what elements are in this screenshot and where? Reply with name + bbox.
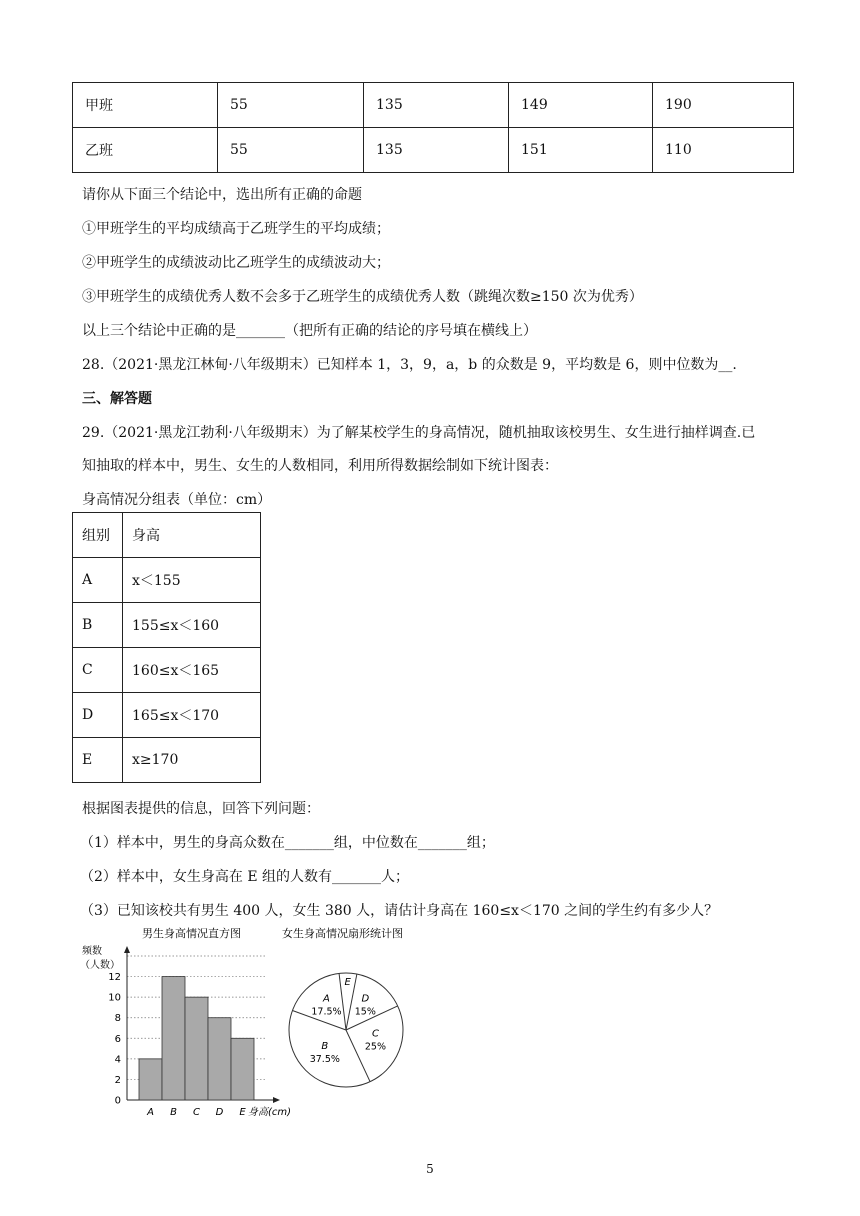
y-tick-label: 4 (114, 1054, 121, 1066)
table-cell: D (73, 693, 123, 738)
histogram-bar (231, 1038, 254, 1100)
pie-slice-label: C (371, 1028, 379, 1040)
x-axis-arrow (273, 1097, 280, 1103)
table-cell: E (73, 738, 123, 783)
histogram-bar (139, 1059, 162, 1100)
score-table (72, 82, 794, 173)
pie-slice-percent: 25% (364, 1041, 387, 1053)
sub-question-1: （1）样本中，男生的身高众数在_______组，中位数在_______组； (80, 835, 495, 851)
pie-title: 女生身高情况扇形统计图 (282, 927, 403, 940)
table-cell: x≥170 (123, 738, 261, 783)
table-row (73, 648, 261, 693)
table-cell: 55 (218, 128, 364, 173)
table-row (73, 738, 261, 783)
table-row (73, 603, 261, 648)
y-tick-label: 2 (114, 1074, 121, 1086)
table-row (73, 558, 261, 603)
table-cell: 135 (364, 83, 509, 128)
histogram-bar (162, 977, 185, 1100)
pie-slice-percent: 17.5% (311, 1006, 342, 1018)
table-header-row (73, 513, 261, 558)
page-number: 5 (426, 1162, 434, 1176)
table-cell: 110 (653, 128, 794, 173)
conclusion-3: ③甲班学生的成绩优秀人数不会多于乙班学生的成绩优秀人数（跳绳次数≥150 次为优秀） (82, 289, 643, 305)
histogram-xlabel: 身高(cm) (248, 1107, 292, 1118)
table-cell: x＜155 (123, 558, 261, 603)
table-row (73, 83, 794, 128)
histogram-ylabel-unit: （人数） (80, 960, 120, 971)
instruction-text: 请你从下面三个结论中，选出所有正确的命题 (82, 187, 362, 203)
x-tick-label: B (170, 1107, 177, 1118)
y-tick-label: 10 (108, 992, 121, 1004)
answer-prompt: 以上三个结论中正确的是_______（把所有正确的结论的序号填在横线上） (82, 323, 537, 339)
y-axis-arrow (124, 946, 130, 953)
sub-question-2: （2）样本中，女生身高在 E 组的人数有_______人； (80, 869, 410, 885)
x-tick-label: D (215, 1107, 224, 1118)
histogram-bar (185, 997, 208, 1100)
section-heading: 三、解答题 (82, 391, 152, 407)
question-28: 28.（2021·黑龙江林甸·八年级期末）已知样本 1，3，9，a，b 的众数是 9，平均数是 6，则中位数为__. (82, 357, 737, 373)
female-height-pie (282, 926, 403, 1087)
table-cell: C (73, 648, 123, 693)
info-prompt: 根据图表提供的信息，回答下列问题： (82, 801, 320, 817)
charts-figure (80, 924, 420, 1124)
table-row (73, 693, 261, 738)
y-tick-label: 0 (114, 1095, 121, 1107)
table-cell: 135 (364, 128, 509, 173)
y-tick-label: 12 (108, 972, 121, 984)
pie-slice-percent: 37.5% (309, 1054, 340, 1066)
conclusion-2: ②甲班学生的成绩波动比乙班学生的成绩波动大； (82, 255, 390, 271)
x-tick-label: E (239, 1107, 246, 1118)
x-tick-label: C (193, 1107, 200, 1118)
table-cell: B (73, 603, 123, 648)
table-cell: 190 (653, 83, 794, 128)
x-tick-label: A (147, 1107, 154, 1118)
table-header-cell: 身高 (123, 513, 261, 558)
y-tick-label: 8 (114, 1013, 121, 1025)
table-cell: 149 (509, 83, 653, 128)
height-group-table (72, 512, 261, 783)
male-height-histogram (80, 926, 291, 1118)
table-row (73, 128, 794, 173)
question-29-cont: 知抽取的样本中，男生、女生的人数相同，利用所得数据绘制如下统计图表： (82, 458, 558, 474)
table-header-cell: 组别 (73, 513, 123, 558)
table-cell: 155≤x＜160 (123, 603, 261, 648)
pie-slice-percent: 15% (354, 1006, 376, 1018)
pie-slice-label: E (344, 977, 351, 989)
table-cell: 160≤x＜165 (123, 648, 261, 693)
table-cell: 甲班 (73, 83, 218, 128)
table-cell: 151 (509, 128, 653, 173)
pie-slice-label: B (321, 1041, 329, 1053)
table-cell: A (73, 558, 123, 603)
histogram-bar (208, 1018, 231, 1100)
pie-slice-label: A (323, 993, 330, 1005)
y-tick-label: 6 (114, 1033, 121, 1045)
histogram-ylabel: 频数 (82, 946, 102, 957)
table-cell: 165≤x＜170 (123, 693, 261, 738)
table-caption: 身高情况分组表（单位：cm） (82, 492, 272, 508)
histogram-title: 男生身高情况直方图 (142, 927, 241, 940)
table-cell: 乙班 (73, 128, 218, 173)
pie-slice-label: D (361, 993, 370, 1005)
sub-question-3: （3）已知该校共有男生 400 人，女生 380 人，请估计身高在 160≤x＜170 之间的学生约有多少人？ (80, 903, 719, 919)
conclusion-1: ①甲班学生的平均成绩高于乙班学生的平均成绩； (82, 221, 390, 237)
question-29: 29.（2021·黑龙江勃利·八年级期末）为了解某校学生的身高情况，随机抽取该校男生、女生进行抽样调查.已 (82, 425, 756, 441)
table-cell: 55 (218, 83, 364, 128)
